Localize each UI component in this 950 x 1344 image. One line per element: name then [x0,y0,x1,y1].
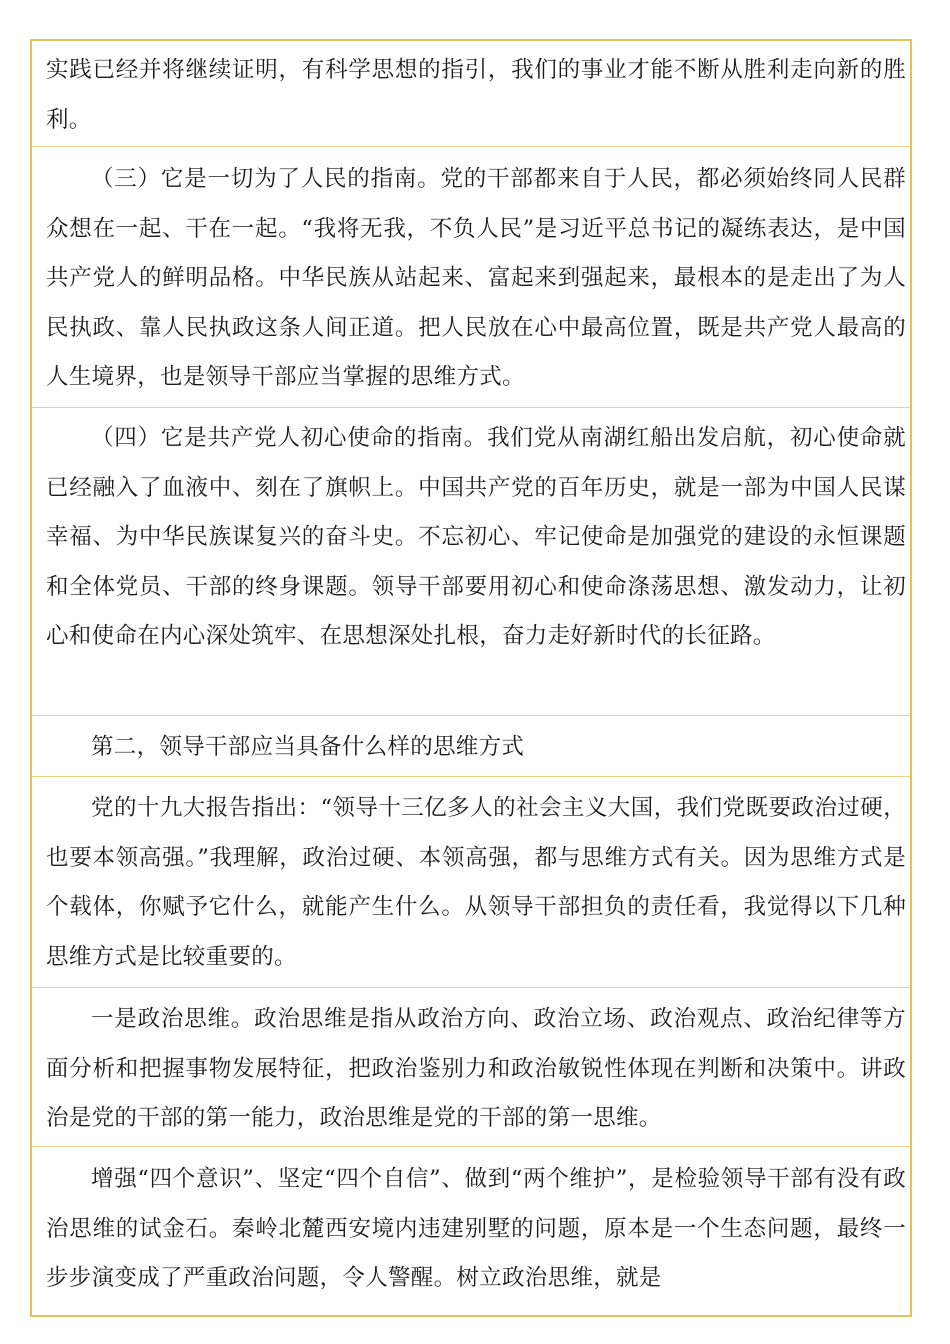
paragraph-separator [32,987,910,988]
paragraph-separator [32,715,910,716]
section-heading: 第二，领导干部应当具备什么样的思维方式 [91,734,525,760]
paragraph-4: 党的十九大报告指出：“领导十三亿多人的社会主义大国，我们党既要政治过硬，也要本领高强。”我理解，政治过硬、本领高强，都与思维方式有关。因为思维方式是个载体，你赋予它什么，就能产生什么。从领导干部担负的责任看，我觉得以下几种思维方式是比较重要的。 [46,795,906,970]
paragraph-separator [32,776,910,777]
paragraph-separator [32,407,910,408]
paragraph-separator [32,146,910,147]
paragraph-2: （三）它是一切为了人民的指南。党的干部都来自于人民，都必须始终同人民群众想在一起、干在一起。“我将无我，不负人民”是习近平总书记的凝练表达，是中国共产党人的鲜明品格。中华民族从站起来、富起来到强起来，最根本的是走出了为人民执政、靠人民执政这条人间正道。把人民放在心中最高位置，既是共产党人最高的人生境界，也是领导干部应当掌握的思维方式。 [46,166,906,390]
paragraph-1: 实践已经并将继续证明，有科学思想的指引，我们的事业才能不断从胜利走向新的胜利。 [46,57,906,133]
paragraph-separator [32,1146,910,1147]
paragraph-5: 一是政治思维。政治思维是指从政治方向、政治立场、政治观点、政治纪律等方面分析和把握事物发展特征，把政治鉴别力和政治敏锐性体现在判断和决策中。讲政治是党的干部的第一能力，政治思维是党的干部的第一思维。 [46,1006,906,1131]
paragraph-6: 增强“四个意识”、坚定“四个自信”、做到“两个维护”，是检验领导干部有没有政治思维的试金石。秦岭北麓西安境内违建别墅的问题，原本是一个生态问题，最终一步步演变成了严重政治问题，令人警醒。树立政治思维，就是 [46,1166,906,1291]
paragraph-3: （四）它是共产党人初心使命的指南。我们党从南湖红船出发启航，初心使命就已经融入了血液中、刻在了旗帜上。中国共产党的百年历史，就是一部为中国人民谋幸福、为中华民族谋复兴的奋斗史。不忘初心、牢记使命是加强党的建设的永恒课题和全体党员、干部的终身课题。领导干部要用初心和使命涤荡思想、激发动力，让初心和使命在内心深处筑牢、在思想深处扎根，奋力走好新时代的长征路。 [46,425,906,649]
